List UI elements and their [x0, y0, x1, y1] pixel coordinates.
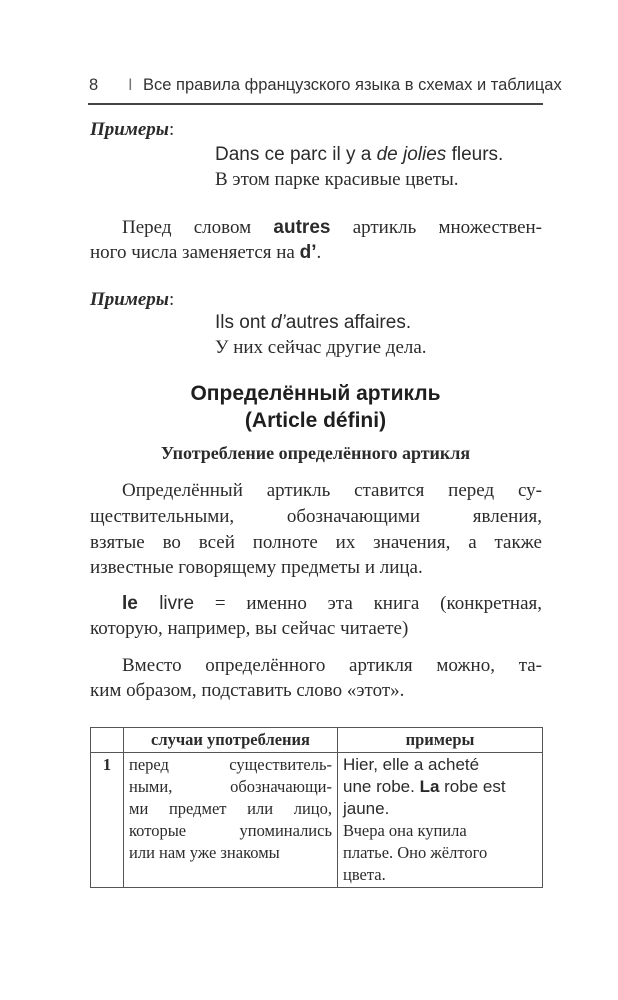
row-number: 1 — [91, 753, 124, 888]
usage-case: перед существитель- ными, обозначающи- ми предмет или лицо, которые упоминались или нам уже знакомы — [124, 753, 338, 888]
section-heading: Определённый артикль — [190, 382, 441, 405]
page-number: 8 — [89, 76, 99, 94]
example-russian: У них сейчас другие дела. — [215, 337, 427, 358]
header-examples: примеры — [338, 728, 543, 753]
example-french: Ils ont d’autres affaires. — [215, 312, 412, 333]
header-separator: I — [128, 76, 133, 94]
subheading: Употребление определённого артикля — [160, 443, 471, 463]
examples-label: Примеры: — [90, 289, 175, 310]
paragraph-line: Вместо определённого артикля можно, та- — [122, 655, 542, 676]
paragraph-line: ного числа заменяется на d’. — [90, 242, 322, 263]
paragraph-line: известные говорящему предметы и лица. — [90, 557, 423, 578]
example-russian: В этом парке красивые цветы. — [215, 169, 459, 190]
example-french: Dans ce parc il y a de jolies fleurs. — [215, 144, 504, 165]
paragraph-line: le livre = именно эта книга (конкретная, — [122, 593, 542, 614]
section-heading-french: (Article défini) — [244, 409, 387, 432]
usage-table — [90, 727, 543, 888]
examples-label: Примеры: — [90, 119, 175, 140]
header-num — [91, 728, 124, 753]
paragraph-line: которую, например, вы сейчас читаете) — [90, 618, 409, 639]
table-header-row — [91, 728, 543, 753]
paragraph-line: взятые во всей полноте их значения, а также — [90, 532, 542, 553]
paragraph-line: Перед словом autres артикль множествен- — [122, 217, 542, 238]
table-row — [91, 753, 543, 888]
running-title: Все правила французского языка в схемах и таблицах — [143, 76, 562, 94]
paragraph-line: ким образом, подставить слово «этот». — [90, 680, 405, 701]
header-rule — [88, 103, 543, 105]
usage-example: Hier, elle a acheté une robe. La robe est jaune. Вчера она купила платье. Оно жёлтого цвета. — [338, 753, 543, 888]
paragraph-line: ществительными, обозначающими явления, — [90, 506, 542, 527]
header-cases: случаи употребления — [124, 728, 338, 753]
paragraph-line: Определённый артикль ставится перед су- — [122, 480, 542, 501]
